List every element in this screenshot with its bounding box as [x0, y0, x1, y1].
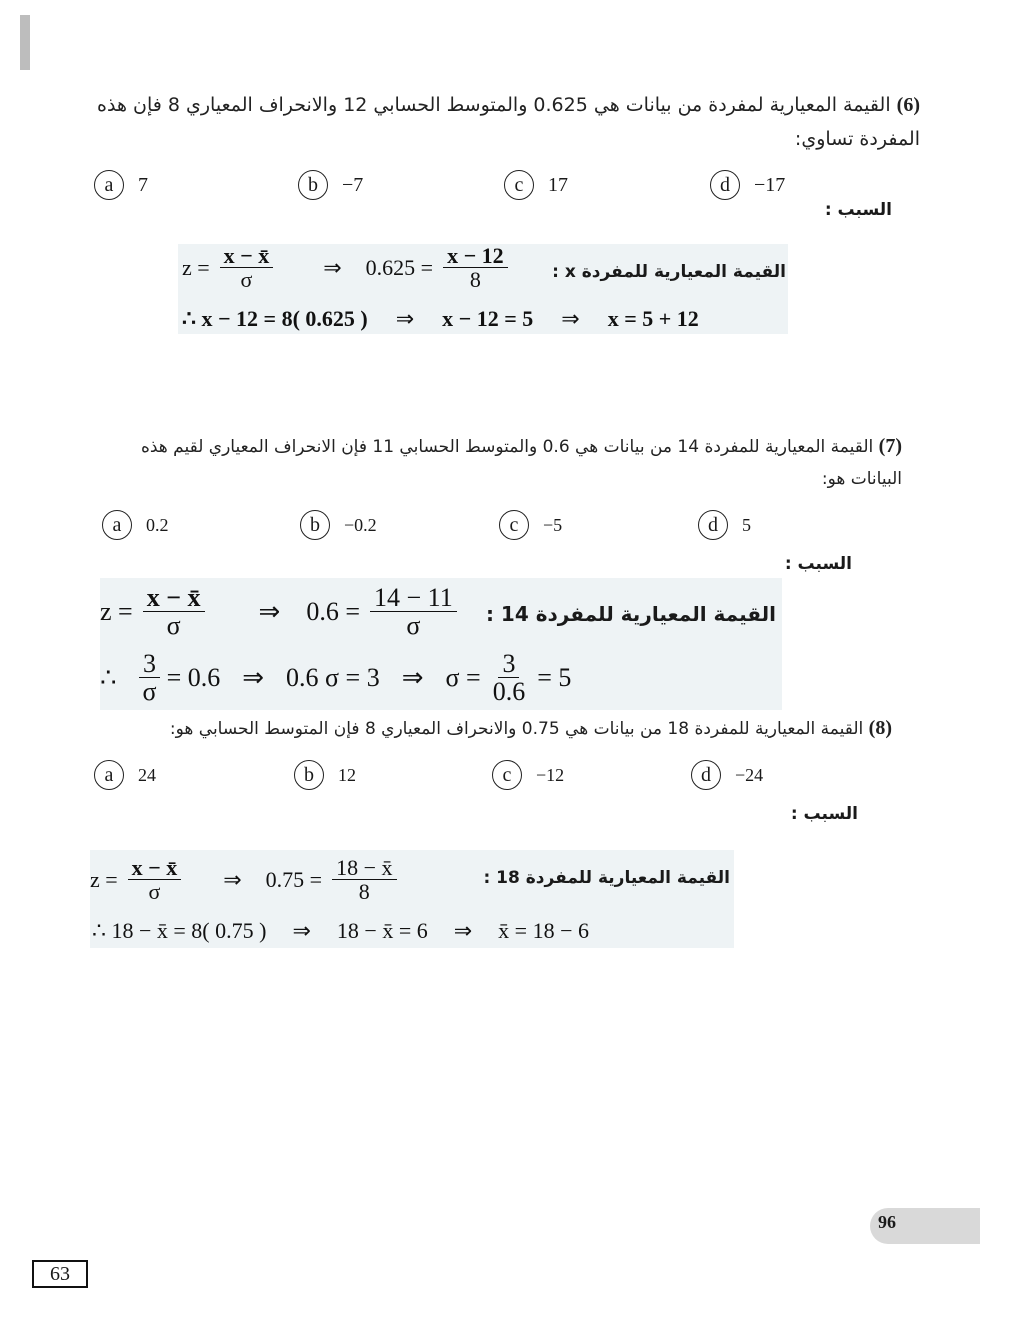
option-letter: a: [102, 510, 132, 540]
sigma-result: = 5: [537, 662, 572, 692]
option-b[interactable]: [300, 510, 377, 540]
option-a[interactable]: [94, 170, 148, 200]
mid-lhs: 0.6 =: [306, 596, 360, 626]
frac-den: σ: [240, 267, 253, 293]
option-letter: a: [94, 760, 124, 790]
mid-fraction: [370, 584, 457, 640]
arrow: ⇒: [223, 866, 242, 892]
question-8: [92, 712, 892, 745]
z-label: z =: [100, 596, 133, 626]
frac-den: σ: [142, 677, 157, 707]
option-value: 0.2: [146, 514, 169, 535]
option-letter: b: [300, 510, 330, 540]
frac-num: 18 − x̄: [332, 856, 396, 880]
option-value: 12: [338, 764, 356, 785]
reason-label: السبب :: [790, 804, 858, 824]
step-2: x − 12 = 5: [442, 306, 534, 331]
frac-den: σ: [406, 611, 421, 641]
solution-line-1: [182, 244, 508, 291]
option-letter: d: [698, 510, 728, 540]
question-text-line2: المفردة تساوي:: [794, 128, 920, 150]
arrow: ⇒: [453, 918, 473, 943]
option-b[interactable]: [294, 760, 356, 790]
option-c[interactable]: [499, 510, 562, 540]
mid-fraction: [332, 856, 396, 903]
frac-den: 8: [358, 879, 370, 905]
solution-line-1: [90, 856, 397, 903]
solution-label: القيمة المعيارية للمفردة 14 :: [485, 602, 776, 626]
frac-den: σ: [148, 879, 161, 905]
option-value: −17: [754, 173, 786, 196]
reason-label: السبب :: [784, 554, 852, 574]
option-d[interactable]: [698, 510, 751, 540]
option-letter: b: [298, 170, 328, 200]
arrow: ⇒: [258, 596, 281, 626]
option-value: 7: [138, 173, 148, 196]
option-c[interactable]: [492, 760, 564, 790]
edge-bar: [20, 15, 30, 70]
option-d[interactable]: [691, 760, 763, 790]
arrow: ⇒: [395, 306, 415, 331]
z-fraction: [143, 584, 205, 640]
three-over-sigma: [139, 650, 161, 706]
step-3: x = 5 + 12: [607, 306, 699, 331]
question-7: [82, 430, 902, 495]
page-number: 63: [50, 1262, 70, 1285]
arrow: ⇒: [401, 662, 424, 692]
solution-line-2: [182, 306, 699, 332]
option-b[interactable]: [298, 170, 363, 200]
option-value: −12: [536, 764, 565, 785]
option-value: 17: [548, 173, 568, 196]
therefore-symbol: ∴: [100, 662, 117, 692]
option-value: −24: [735, 764, 764, 785]
option-value: 5: [742, 514, 751, 535]
step-3: x̄ = 18 − 6: [498, 918, 589, 943]
solution-label: القيمة المعيارية للمفردة 18 :: [483, 868, 730, 888]
z-label: z =: [90, 866, 118, 892]
option-c[interactable]: [504, 170, 568, 200]
step-1: ∴ x − 12 = 8( 0.625 ): [182, 306, 368, 331]
mid-lhs: 0.625 =: [365, 254, 434, 280]
z-fraction: [220, 244, 274, 291]
frac-den: σ: [166, 611, 181, 641]
mid-fraction: [443, 244, 508, 291]
question-6: [90, 88, 920, 156]
question-number: (8): [868, 717, 892, 739]
question-text-line1: القيمة المعيارية للمفردة 18 من بيانات هي 0.75 والانحراف المعياري 8 فإن المتوسط الحسابي هو:: [169, 719, 864, 739]
question-text-line1: القيمة المعيارية لمفردة من بيانات هي 0.625 والمتوسط الحسابي 12 والانحراف المعياري 8 فإن هذه: [97, 94, 891, 116]
sigma-lhs: σ =: [445, 662, 481, 692]
arrow: ⇒: [323, 254, 342, 280]
z-fraction: [128, 856, 182, 903]
question-text-line1: القيمة المعيارية للمفردة 14 من بيانات هي 0.6 والمتوسط الحسابي 11 فإن الانحراف المعياري لقيم هذه: [140, 437, 874, 457]
arrow: ⇒: [242, 662, 265, 692]
option-letter: d: [710, 170, 740, 200]
option-letter: c: [499, 510, 529, 540]
arrow: ⇒: [292, 918, 311, 943]
option-letter: d: [691, 760, 721, 790]
option-a[interactable]: [102, 510, 169, 540]
option-value: −7: [342, 173, 364, 196]
option-value: −5: [543, 514, 563, 535]
step-2: 0.6 σ = 3: [286, 662, 380, 692]
option-value: 24: [138, 764, 156, 785]
book-page-tab: [870, 1208, 980, 1244]
sigma-fraction: [489, 650, 530, 706]
step-2: 18 − x̄ = 6: [336, 918, 428, 943]
arrow: ⇒: [561, 306, 580, 331]
option-letter: b: [294, 760, 324, 790]
frac-num: 14 − 11: [370, 584, 457, 612]
question-text-line2: البيانات هو:: [821, 469, 902, 489]
page-number-box: [32, 1260, 88, 1288]
reason-label: السبب :: [824, 200, 892, 220]
solution-line-1: [100, 584, 457, 640]
frac-num: x − x̄: [128, 856, 182, 880]
question-number: (7): [878, 435, 902, 457]
option-a[interactable]: [94, 760, 156, 790]
z-label: z =: [182, 254, 210, 280]
book-page-number: 96: [878, 1212, 896, 1232]
step-1: = 0.6: [166, 662, 221, 692]
solution-label: القيمة المعيارية للمفردة x :: [552, 262, 786, 282]
mid-lhs: 0.75 =: [265, 866, 323, 892]
frac-num: x − x̄: [220, 244, 274, 268]
frac-num: x − x̄: [143, 584, 205, 612]
solution-line-2: [100, 650, 571, 706]
solution-line-2: [92, 918, 589, 944]
question-number: (6): [896, 94, 920, 116]
frac-den: 8: [469, 267, 481, 293]
option-value: −0.2: [344, 514, 377, 535]
frac-num: 3: [498, 650, 519, 678]
option-letter: c: [504, 170, 534, 200]
frac-num: 3: [139, 650, 160, 678]
step-1: ∴ 18 − x̄ = 8( 0.75 ): [92, 918, 267, 943]
option-letter: a: [94, 170, 124, 200]
frac-den: 0.6: [492, 677, 526, 707]
option-d[interactable]: [710, 170, 785, 200]
option-letter: c: [492, 760, 522, 790]
frac-num: x − 12: [443, 244, 508, 268]
